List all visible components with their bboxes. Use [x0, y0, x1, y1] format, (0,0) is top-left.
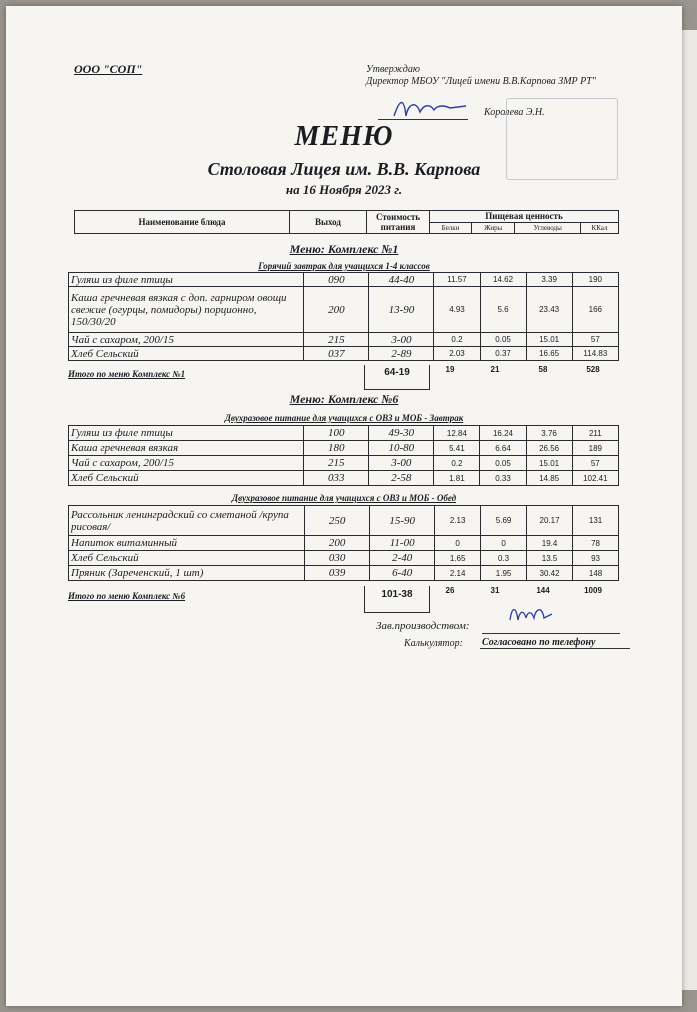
- page-title: МЕНЮ: [294, 121, 394, 152]
- dish-carbs: 30.42: [527, 566, 573, 581]
- dish-name: Пряник (Зареченский, 1 шт): [69, 566, 305, 581]
- dish-kcal: 57: [572, 333, 618, 347]
- total-fat: 31: [490, 586, 500, 595]
- dish-fat: 0.05: [480, 456, 526, 471]
- dish-name: Хлеб Сельский: [69, 551, 305, 566]
- col-output: Выход: [290, 211, 367, 234]
- dish-kcal: 114.83: [572, 347, 618, 361]
- dish-output: 039: [305, 566, 370, 581]
- dish-carbs: 15.01: [526, 333, 572, 347]
- dish-output: 215: [304, 456, 369, 471]
- dish-fat: 0: [481, 536, 527, 551]
- production-label: Зав.производством:: [376, 620, 470, 632]
- dish-kcal: 189: [572, 441, 618, 456]
- dish-name: Хлеб Сельский: [69, 347, 304, 361]
- col-carbs: Углеводы: [515, 222, 581, 234]
- dish-name: Хлеб Сельский: [69, 471, 304, 486]
- complex6-total-nutrition: [429, 586, 619, 595]
- dish-protein: 1.65: [435, 551, 481, 566]
- dish-kcal: 166: [572, 287, 618, 333]
- dish-protein: 11.57: [434, 273, 480, 287]
- complex6-total-label: Итого по меню Комплекс №6: [68, 591, 186, 601]
- complex6-total-price: 101-38: [364, 586, 430, 613]
- dish-kcal: 190: [572, 273, 618, 287]
- complex1-table: [68, 272, 619, 361]
- director-name: Королева Э.Н.: [484, 107, 545, 118]
- dish-name: Чай с сахаром, 200/15: [69, 456, 304, 471]
- dish-output: 200: [304, 287, 369, 333]
- dish-output: 180: [304, 441, 369, 456]
- dish-fat: 0.05: [480, 333, 526, 347]
- dish-output: 033: [304, 471, 369, 486]
- dish-output: 090: [304, 273, 369, 287]
- dish-protein: 0.2: [434, 333, 480, 347]
- table-row: [69, 441, 619, 456]
- complex1-section: Горячий завтрак для учащихся 1-4 классов: [258, 261, 430, 271]
- dish-protein: 2.03: [434, 347, 480, 361]
- col-kcal: ККал: [581, 222, 619, 234]
- dish-price: 3-00: [369, 333, 434, 347]
- complex1-total-price: 64-19: [364, 365, 430, 390]
- dish-price: 11-00: [370, 536, 435, 551]
- dish-name: Гуляш из филе птицы: [69, 273, 304, 287]
- dish-name: Чай с сахаром, 200/15: [69, 333, 304, 347]
- dish-fat: 0.33: [480, 471, 526, 486]
- director-signature: [390, 94, 470, 124]
- total-kcal: 528: [586, 365, 600, 374]
- table-row: [69, 471, 619, 486]
- table-row: [69, 536, 619, 551]
- dish-price: 44-40: [369, 273, 434, 287]
- dish-fat: 6.64: [480, 441, 526, 456]
- dish-carbs: 23.43: [526, 287, 572, 333]
- dish-name: Каша гречневая вязкая с доп. гарниром овощи свежие (огурцы, помидоры) порционно, 150/30/20: [69, 287, 304, 333]
- dish-fat: 0.37: [480, 347, 526, 361]
- dish-name: Гуляш из филе птицы: [69, 426, 304, 441]
- table-row: [69, 506, 619, 536]
- total-protein: 19: [445, 365, 455, 374]
- dish-protein: 12.84: [434, 426, 480, 441]
- complex1-title: Меню: Комплекс №1: [289, 242, 399, 256]
- dish-kcal: 148: [573, 566, 619, 581]
- complex6-lunch-section: Двухразовое питание для учащихся с ОВЗ и МОБ - Обед: [231, 493, 457, 503]
- total-kcal: 1009: [584, 586, 602, 595]
- dish-protein: 5.41: [434, 441, 480, 456]
- dish-carbs: 3.39: [526, 273, 572, 287]
- table-row: [69, 456, 619, 471]
- dish-protein: 0: [435, 536, 481, 551]
- dish-price: 2-58: [369, 471, 434, 486]
- dish-protein: 2.13: [435, 506, 481, 536]
- dish-carbs: 3.76: [526, 426, 572, 441]
- dish-kcal: 102.41: [572, 471, 618, 486]
- dish-fat: 1.95: [481, 566, 527, 581]
- menu-document: [6, 6, 682, 1006]
- table-row: [69, 273, 619, 287]
- dish-fat: 5.69: [481, 506, 527, 536]
- dish-price: 2-40: [370, 551, 435, 566]
- complex1-total-nutrition: [429, 365, 619, 374]
- col-protein: Белки: [430, 222, 472, 234]
- dish-carbs: 26.56: [526, 441, 572, 456]
- approval-block: [366, 64, 626, 88]
- dish-name: Напиток витаминный: [69, 536, 305, 551]
- dish-carbs: 13.5: [527, 551, 573, 566]
- dish-fat: 0.3: [481, 551, 527, 566]
- production-signature: [506, 602, 556, 626]
- complex6-breakfast-table: [68, 425, 619, 486]
- dish-kcal: 131: [573, 506, 619, 536]
- dish-price: 49-30: [369, 426, 434, 441]
- approve-position: Директор МБОУ "Лицей имени В.В.Карпова ЗМР РТ": [366, 76, 596, 87]
- table-row: [69, 333, 619, 347]
- dish-price: 13-90: [369, 287, 434, 333]
- complex1-total-label: Итого по меню Комплекс №1: [68, 369, 186, 379]
- dish-price: 10-80: [369, 441, 434, 456]
- col-name: Наименование блюда: [75, 211, 290, 234]
- dish-output: 037: [304, 347, 369, 361]
- menu-date: на 16 Ноября 2023 г.: [285, 182, 403, 197]
- calculator-value: Согласовано по телефону: [480, 637, 630, 649]
- table-row: [69, 347, 619, 361]
- total-carbs: 58: [538, 365, 548, 374]
- calculator-label: Калькулятор:: [404, 638, 463, 649]
- dish-carbs: 15.01: [526, 456, 572, 471]
- dish-name: Каша гречневая вязкая: [69, 441, 304, 456]
- dish-price: 6-40: [370, 566, 435, 581]
- canteen-name: Столовая Лицея им. В.В. Карпова: [207, 159, 481, 179]
- dish-output: 200: [305, 536, 370, 551]
- dish-protein: 0.2: [434, 456, 480, 471]
- approve-label: Утверждаю: [366, 64, 420, 75]
- total-carbs: 144: [536, 586, 550, 595]
- col-nutrition: Пищевая ценность: [430, 211, 619, 223]
- dish-protein: 2.14: [435, 566, 481, 581]
- dish-output: 250: [305, 506, 370, 536]
- dish-kcal: 211: [572, 426, 618, 441]
- dish-protein: 4.93: [434, 287, 480, 333]
- dish-fat: 16.24: [480, 426, 526, 441]
- dish-fat: 5.6: [480, 287, 526, 333]
- table-row: [69, 551, 619, 566]
- table-row: [69, 287, 619, 333]
- dish-carbs: 16.65: [526, 347, 572, 361]
- dish-price: 3-00: [369, 456, 434, 471]
- dish-price: 2-89: [369, 347, 434, 361]
- dish-protein: 1.81: [434, 471, 480, 486]
- table-row: [69, 426, 619, 441]
- organization-name: ООО "СОП": [74, 62, 143, 76]
- total-fat: 21: [490, 365, 500, 374]
- complex6-title: Меню: Комплекс №6: [289, 392, 399, 406]
- dish-output: 100: [304, 426, 369, 441]
- dish-price: 15-90: [370, 506, 435, 536]
- complex6-lunch-table: [68, 505, 619, 581]
- table-row: [69, 566, 619, 581]
- total-protein: 26: [445, 586, 455, 595]
- dish-name: Рассольник ленинградский со сметаной /крупа рисовая/: [69, 506, 305, 536]
- col-price: Стоимость питания: [367, 211, 430, 234]
- dish-fat: 14.62: [480, 273, 526, 287]
- dish-kcal: 93: [573, 551, 619, 566]
- dish-output: 030: [305, 551, 370, 566]
- dish-carbs: 20.17: [527, 506, 573, 536]
- dish-output: 215: [304, 333, 369, 347]
- dish-carbs: 14.85: [526, 471, 572, 486]
- background-sheet: [682, 30, 697, 990]
- complex6-breakfast-section: Двухразовое питание для учащихся с ОВЗ и МОБ - Завтрак: [224, 413, 464, 423]
- col-fat: Жиры: [472, 222, 515, 234]
- column-header-table: [74, 210, 619, 234]
- dish-kcal: 57: [572, 456, 618, 471]
- dish-kcal: 78: [573, 536, 619, 551]
- dish-carbs: 19.4: [527, 536, 573, 551]
